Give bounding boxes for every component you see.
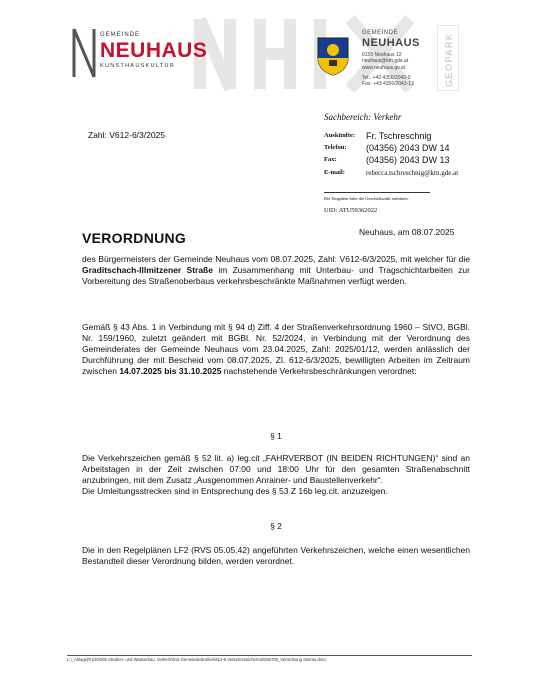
intro-text: des Bürgermeisters der Gemeinde Neuhaus vom 08.07.2025, Zahl: V612-6/3/2025, mit welcher für die (82, 254, 470, 264)
brand-gemeinde-label: GEMEINDE (100, 32, 141, 38)
reference-number: Zahl: V612-6/3/2025 (88, 130, 166, 140)
website-link[interactable]: www.neuhaus.gv.at (362, 64, 405, 71)
letterhead-address (362, 52, 408, 71)
info-divider (324, 192, 430, 193)
fax-line: Fax: +43 4356/2043-13 (362, 81, 414, 88)
section-2-heading: § 2 (270, 521, 282, 531)
document-title: VERORDNUNG (82, 230, 187, 246)
geopark-label: GEOPARK (444, 32, 454, 87)
phone-line: Tel.: +43 4356/2043-0 (362, 75, 411, 81)
section-1-text (82, 453, 470, 497)
basis-text: Gemäß § 43 Abs. 1 in Verbindung mit § 94 d) Ziff. 4 der Straßenverkehrsordnung 1960 – StVO, BGBl. Nr. 159/1960, zuletzt geändert mit BGBl. Nr. 52/2024, in Verbindung mit der Verordnung des Gemeinderates der Gemeinde Neuhaus vom 23.04.2025, Zahl: 2025/01/12, werden anlässlich der Durchführung der mit Bescheid vom 08.07.2025, Zl. 612-6/3/2025, bewilligten Arbeiten im Zeitraum zwischen (82, 322, 470, 376)
uid-number: UID: ATU59362022 (324, 207, 378, 214)
document-date: Neuhaus, am 08.07.2025 (359, 227, 455, 237)
info-value: (04356) 2043 DW 13 (366, 155, 450, 165)
letterhead-gemeinde-label: GEMEINDE (362, 30, 399, 36)
intro-paragraph (82, 254, 470, 287)
letterhead-name: NEUHAUS (362, 37, 420, 49)
section-1-paragraph: Die Verkehrszeichen gemäß § 52 lit. a) leg.cit „FAHRVERBOT (IN BEIDEN RICHTUNGEN)“ sind an Arbeitstagen in der Zeit zwischen 07:00 und 18:00 Uhr für den gesamten Straßenabschnitt anzubringen, mit dem Zusatz „Ausgenommen Anrainer- und Baustellenverkehr“. (82, 453, 470, 485)
address-line: 9155 Neuhaus 12 (362, 52, 402, 58)
subject-area: Sachbereich: Verkehr (324, 112, 402, 122)
section-1-heading: § 1 (270, 431, 282, 441)
letterhead-phone (362, 75, 414, 88)
intro-text-end: im Zusammenhang mit Unterbau- und Tragschichtarbeiten zur Vorbereitung des Straßenoberbaus verkehrsbeschränkte Maßnahmen verfügt werden. (82, 265, 470, 286)
info-label: Auskünfte: (324, 132, 356, 139)
brand-subtitle: KUNSTHAUSKULTUR (100, 63, 176, 69)
info-label: E-mail: (324, 169, 345, 176)
email-value[interactable]: rebecca.tschreschnig@ktn.gde.at (366, 169, 459, 177)
brand-name: NEUHAUS (100, 39, 208, 62)
info-value: (04356) 2043 DW 14 (366, 143, 450, 153)
footer-divider (67, 655, 472, 656)
info-label: Fax: (324, 156, 337, 163)
section-2-text: Die in den Regelplänen LF2 (RVS 05.05.42) angeführten Verkehrszeichen, welche einen wesentlichen Bestandteil dieser Verordnung bilden, werden verordnet. (82, 545, 470, 566)
legal-basis-paragraph (82, 322, 470, 377)
road-name: Graditschach-Illmitzener Straße (82, 265, 213, 275)
email-link[interactable]: neuhaus@ktn.gde.at (362, 58, 409, 65)
basis-text-end: nachstehende Verkehrsbeschränkungen verordnet: (221, 366, 417, 376)
geopark-sidebar (437, 25, 459, 91)
footer-file-path: L:\_Ablage(R)\20\006 Straßen- und Wasserbau, Verkehr\612 Gemeindestraßen\612-6 Verkehrszeichen\20250708_Verordnung Steiner.docx (67, 657, 327, 662)
section-1-detour: Die Umleitungsstrecken sind in Entsprechung des § 53 Z 16b leg.cit. anzuzeigen. (82, 486, 388, 496)
info-value: Fr. Tschreschnig (366, 131, 432, 141)
period-dates: 14.07.2025 bis 31.10.2025 (119, 366, 222, 376)
reference-hint: Bei Eingaben bitte die Geschäftszahl anführen. (324, 196, 409, 201)
info-label: Telefon: (324, 144, 347, 151)
coat-of-arms-icon (316, 36, 350, 76)
